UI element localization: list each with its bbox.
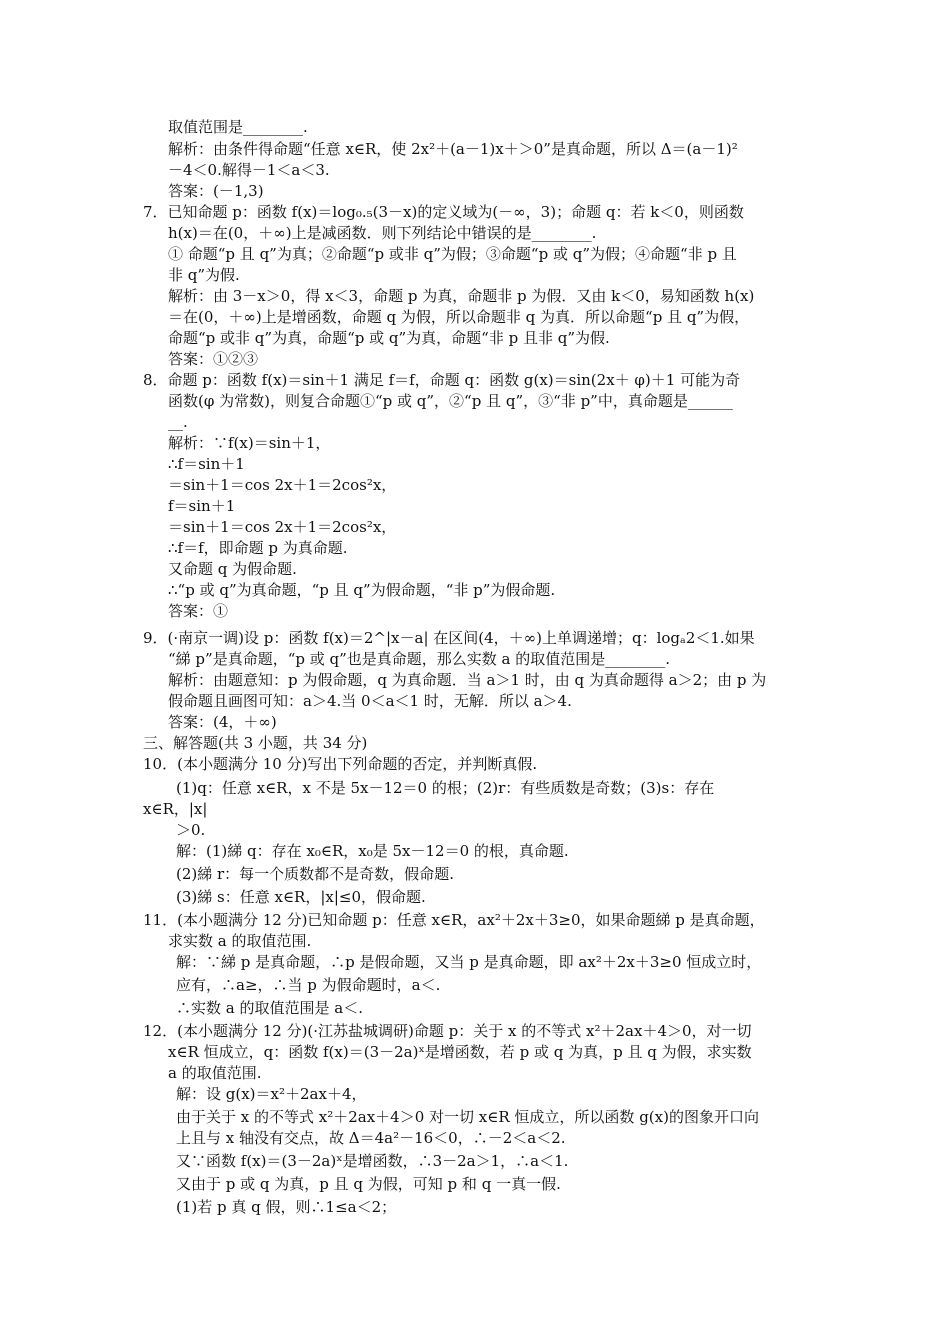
text-line: 假命题且画图可知：a＞4.当 0＜a＜1 时，无解．所以 a＞4.	[168, 692, 572, 710]
text-line: 解析：由题意知：p 为假命题，q 为真命题．当 a＞1 时，由 q 为真命题得 a＞2；由 p 为	[168, 671, 767, 689]
text-line: ∴“p 或 q”为真命题，“p 且 q”为假命题，“非 p”为假命题.	[168, 581, 556, 599]
text-line: 解：设 g(x)＝x²＋2ax＋4，	[176, 1085, 367, 1103]
text-line: ∴f＝f，即命题 p 为真命题.	[168, 539, 348, 557]
text-line: ∴实数 a 的取值范围是 a＜.	[176, 999, 363, 1017]
text-line: (2)綈 r：每一个质数都不是奇数，假命题.	[176, 865, 454, 883]
text-line: 11．(本小题满分 12 分)已知命题 p：任意 x∈R，ax²＋2x＋3≥0，如果命题綈 p 是真命题，	[143, 911, 765, 929]
text-line: 答案：(4，＋∞)	[168, 713, 277, 731]
text-line: 12．(本小题满分 12 分)(·江苏盐城调研)命题 p：关于 x 的不等式 x²＋2ax＋4＞0，对一切	[143, 1022, 752, 1040]
text-line: 9．(·南京一调)设 p：函数 f(x)＝2^|x－a| 在区间(4，＋∞)上单调递增；q：logₐ2＜1.如果	[143, 629, 755, 647]
text-line: 三、解答题(共 3 小题，共 34 分)	[143, 734, 368, 752]
text-line: 由于关于 x 的不等式 x²＋2ax＋4＞0 对一切 x∈R 恒成立，所以函数 g(x)的图象开口向	[176, 1108, 759, 1126]
text-line: 解析：∵f(x)＝sin＋1，	[168, 434, 331, 452]
text-line: 上且与 x 轴没有交点，故 Δ＝4a²－16＜0，∴－2＜a＜2.	[176, 1129, 566, 1147]
text-line: (1)若 p 真 q 假，则∴1≤a＜2；	[176, 1198, 397, 1216]
text-line: (1)q：任意 x∈R，x 不是 5x－12＝0 的根；(2)r：有些质数是奇数；(3)s：存在	[176, 779, 715, 797]
text-line: －4＜0.解得－1＜a＜3.	[168, 161, 330, 179]
text-line: 又由于 p 或 q 为真，p 且 q 为假，可知 p 和 q 一真一假.	[176, 1175, 561, 1193]
text-line: 非 q”为假.	[168, 266, 240, 284]
text-line: 解：(1)綈 q：存在 x₀∈R，x₀是 5x－12＝0 的根，真命题.	[176, 842, 569, 860]
text-line: ＝sin＋1＝cos 2x＋1＝2cos²x，	[168, 518, 397, 536]
text-line: 答案：①	[168, 602, 229, 620]
text-line: 命题“p 或非 q”为真，命题“p 或 q”为真，命题“非 p 且非 q”为假.	[168, 329, 610, 347]
text-line: 求实数 a 的取值范围.	[168, 932, 312, 950]
text-line: ＝在(0，＋∞)上是增函数，命题 q 为假，所以命题非 q 为真．所以命题“p 且 q”为假，	[168, 308, 750, 326]
text-line: 取值范围是________.	[168, 118, 308, 136]
text-line: 又命题 q 为假命题.	[168, 560, 297, 578]
text-line: 10．(本小题满分 10 分)写出下列命题的否定，并判断真假.	[143, 755, 538, 773]
text-line: ＝sin＋1＝cos 2x＋1＝2cos²x，	[168, 476, 397, 494]
text-line: 又∵函数 f(x)＝(3－2a)ˣ是增函数，∴3－2a＞1，∴a＜1.	[176, 1152, 569, 1170]
text-line: ＞0.	[176, 821, 206, 839]
text-line: x∈R，|x|	[143, 800, 208, 818]
text-line: 8．命题 p：函数 f(x)＝sin＋1 满足 f＝f，命题 q：函数 g(x)＝sin(2x＋ φ)＋1 可能为奇	[143, 371, 741, 389]
text-line: h(x)＝在(0，＋∞)上是减函数．则下列结论中错误的是________.	[168, 224, 597, 242]
text-line: 7．已知命题 p：函数 f(x)＝log₀.₅(3－x)的定义域为(－∞，3)；命题 q：若 k＜0，则函数	[143, 203, 744, 221]
text-line: 应有，∴a≥，∴当 p 为假命题时，a＜.	[176, 976, 441, 994]
text-line: “綈 p”是真命题，“p 或 q”也是真命题，那么实数 a 的取值范围是________.	[168, 650, 671, 668]
text-line: 函数(φ 为常数)，则复合命题①“p 或 q”，②“p 且 q”，③“非 p”中，真命题是______	[168, 392, 733, 410]
text-line: 解析：由 3－x＞0，得 x＜3，命题 p 为真，命题非 p 为假．又由 k＜0，易知函数 h(x)	[168, 287, 755, 305]
text-line: 答案：①②③	[168, 350, 259, 368]
text-line: x∈R 恒成立，q：函数 f(x)＝(3－2a)ˣ是增函数，若 p 或 q 为真，p 且 q 为假，求实数	[168, 1043, 752, 1061]
text-line: ∴f＝sin＋1	[168, 455, 245, 473]
text-line: (3)綈 s：任意 x∈R，|x|≤0，假命题.	[176, 888, 426, 906]
text-line: ① 命题“p 且 q”为真；②命题“p 或非 q”为假；③命题“p 或 q”为假；④命题“非 p 且	[168, 245, 737, 263]
text-line: f＝sin＋1	[168, 497, 236, 515]
text-line: __.	[168, 413, 188, 431]
text-line: 答案：(－1,3)	[168, 182, 264, 200]
text-line: 解：∵綈 p 是真命题，∴p 是假命题，又当 p 是真命题，即 ax²＋2x＋3≥0 恒成立时，	[176, 953, 762, 971]
text-line: 解析：由条件得命题“任意 x∈R，使 2x²＋(a－1)x＋＞0”是真命题，所以 Δ＝(a－1)²	[168, 140, 738, 158]
text-line: a 的取值范围.	[168, 1064, 262, 1082]
